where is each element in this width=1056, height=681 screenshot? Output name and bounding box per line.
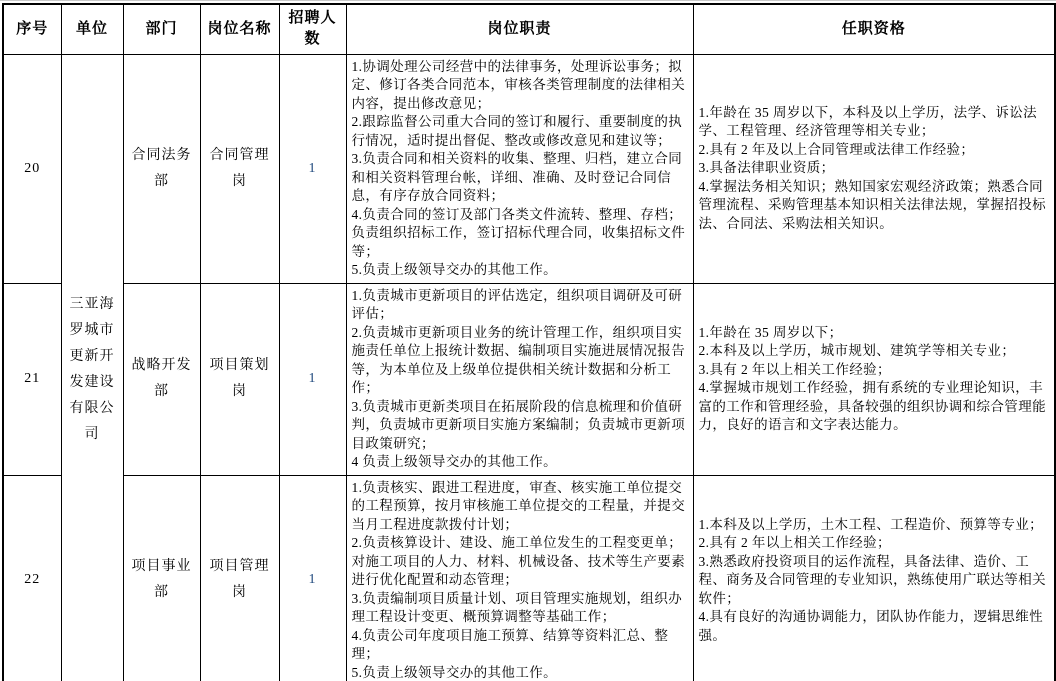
duty-item: 2.负责核算设计、建设、施工单位发生的工程变更单；对施工项目的人力、材料、机械设备、技术等生产要素进行优化配置和动态管理； <box>351 535 686 587</box>
qualification-item: 3.熟悉政府投资项目的运作流程，具备法律、造价、工程、商务及合同管理的专业知识，熟练使用广联达等相关软件； <box>698 553 1046 606</box>
duties-cell <box>346 475 693 681</box>
duty-item: 1.负责城市更新项目的评估选定，组织项目调研及可研评估； <box>351 287 683 321</box>
table-row <box>3 475 1055 681</box>
qualification-item: 4.具有良好的沟通协调能力，团队协作能力，逻辑思维性强。 <box>698 609 1044 643</box>
header-department: 部门 <box>123 4 200 54</box>
qualifications-cell <box>693 475 1055 681</box>
qualification-item: 2.具有 2 年以上相关工作经验； <box>698 535 891 550</box>
department-cell: 项目事业部 <box>123 475 200 681</box>
position-cell: 项目管理岗 <box>200 475 279 681</box>
duty-item: 5.负责上级领导交办的其他工作。 <box>351 262 558 277</box>
duty-item: 4.负责合同的签订及部门各类文件流转、整理、存档；负责组织招标工作，签订招标代理合同，收集招标文件等； <box>351 206 686 259</box>
duties-cell <box>346 283 693 475</box>
qualification-item: 3.具有 2 年以上相关工作经验； <box>698 361 891 377</box>
headcount-cell: 1 <box>279 283 346 475</box>
headcount-cell: 1 <box>279 475 346 681</box>
seq-cell: 22 <box>3 475 61 681</box>
qualifications-cell <box>693 54 1055 283</box>
seq-cell: 21 <box>3 283 61 475</box>
qualification-item: 1.年龄在 35 周岁以下； <box>698 324 843 340</box>
duty-item: 1.协调处理公司经营中的法律事务，处理诉讼事务；拟定、修订各类合同范本，审核各类管理制度的法律相关内容，提出修改意见； <box>351 58 686 111</box>
unit-cell: 三亚海罗城市更新开发建设有限公司 <box>61 54 123 681</box>
duty-item: 4.负责公司年度项目施工预算、结算等资料汇总、整理； <box>351 627 669 661</box>
header-position: 岗位名称 <box>200 4 279 54</box>
duties-cell <box>346 54 693 283</box>
duty-item: 3.负责合同和相关资料的收集、整理、归档，建立合同和相关资料管理台帐，详细、准确、及时登记合同信息，有序存放合同资料； <box>351 151 683 203</box>
qualification-item: 2.本科及以上学历，城市规划、建筑学等相关专业； <box>698 343 1016 358</box>
duty-item: 2.跟踪监督公司重大合同的签订和履行、重要制度的执行情况，适时提出督促、整改或修改意见和建议等； <box>351 114 683 148</box>
duty-item: 5.负责上级领导交办的其他工作。 <box>351 664 558 680</box>
duty-item: 2.负责城市更新项目业务的统计管理工作，组织项目实施责任单位上报统计数据、编制项目实施进展情况报告等，为本单位及上级单位提供相关统计数据和分析工作； <box>351 324 686 395</box>
department-cell: 合同法务部 <box>123 54 200 283</box>
header-duties: 岗位职责 <box>346 4 693 54</box>
position-cell: 合同管理岗 <box>200 54 279 283</box>
header-seq: 序号 <box>3 4 61 54</box>
table-body <box>3 54 1055 681</box>
duty-item: 3.负责编制项目质量计划、项目管理实施规划，组织办理工程设计变更、概预算调整等基础工作； <box>351 590 683 624</box>
header-headcount: 招聘人数 <box>279 4 346 54</box>
duty-item: 1.负责核实、跟进工程进度，审查、核实施工单位提交的工程预算，按月审核施工单位提交的工程量，并提交当月工程进度款拨付计划； <box>351 479 686 532</box>
seq-cell: 20 <box>3 54 61 283</box>
header-unit: 单位 <box>61 4 123 54</box>
top-divider <box>0 0 1056 1</box>
table-row <box>3 54 1055 283</box>
qualification-item: 1.本科及以上学历，土木工程、工程造价、预算等专业； <box>698 516 1044 532</box>
duty-item: 3.负责城市更新类项目在拓展阶段的信息梳理和价值研判，负责城市更新项目实施方案编制；负责城市更新项目政策研究； <box>351 398 686 451</box>
qualification-item: 4.掌握法务相关知识；熟知国家宏观经济政策；熟悉合同管理流程、采购管理基本知识相关法律法规，掌握招投标法、合同法、采购法相关知识。 <box>698 178 1046 231</box>
position-cell: 项目策划岗 <box>200 283 279 475</box>
department-cell: 战略开发部 <box>123 283 200 475</box>
qualification-item: 1.年龄在 35 周岁以下，本科及以上学历，法学、诉讼法学、工程管理、经济管理等相关专业； <box>698 104 1038 139</box>
header-qualifications: 任职资格 <box>693 4 1055 54</box>
table-header-row <box>3 4 1055 54</box>
duty-item: 4 负责上级领导交办的其他工作。 <box>351 454 558 469</box>
headcount-cell: 1 <box>279 54 346 283</box>
recruitment-table <box>2 3 1056 681</box>
table-row <box>3 283 1055 475</box>
qualifications-cell <box>693 283 1055 475</box>
qualification-item: 2.具有 2 年及以上合同管理或法律工作经验； <box>698 141 975 157</box>
qualification-item: 3.具备法律职业资质； <box>698 160 835 176</box>
qualification-item: 4.掌握城市规划工作经验，拥有系统的专业理论知识，丰富的工作和管理经验，具备较强的组织协调和综合管理能力，良好的语言和文字表达能力。 <box>698 380 1046 432</box>
